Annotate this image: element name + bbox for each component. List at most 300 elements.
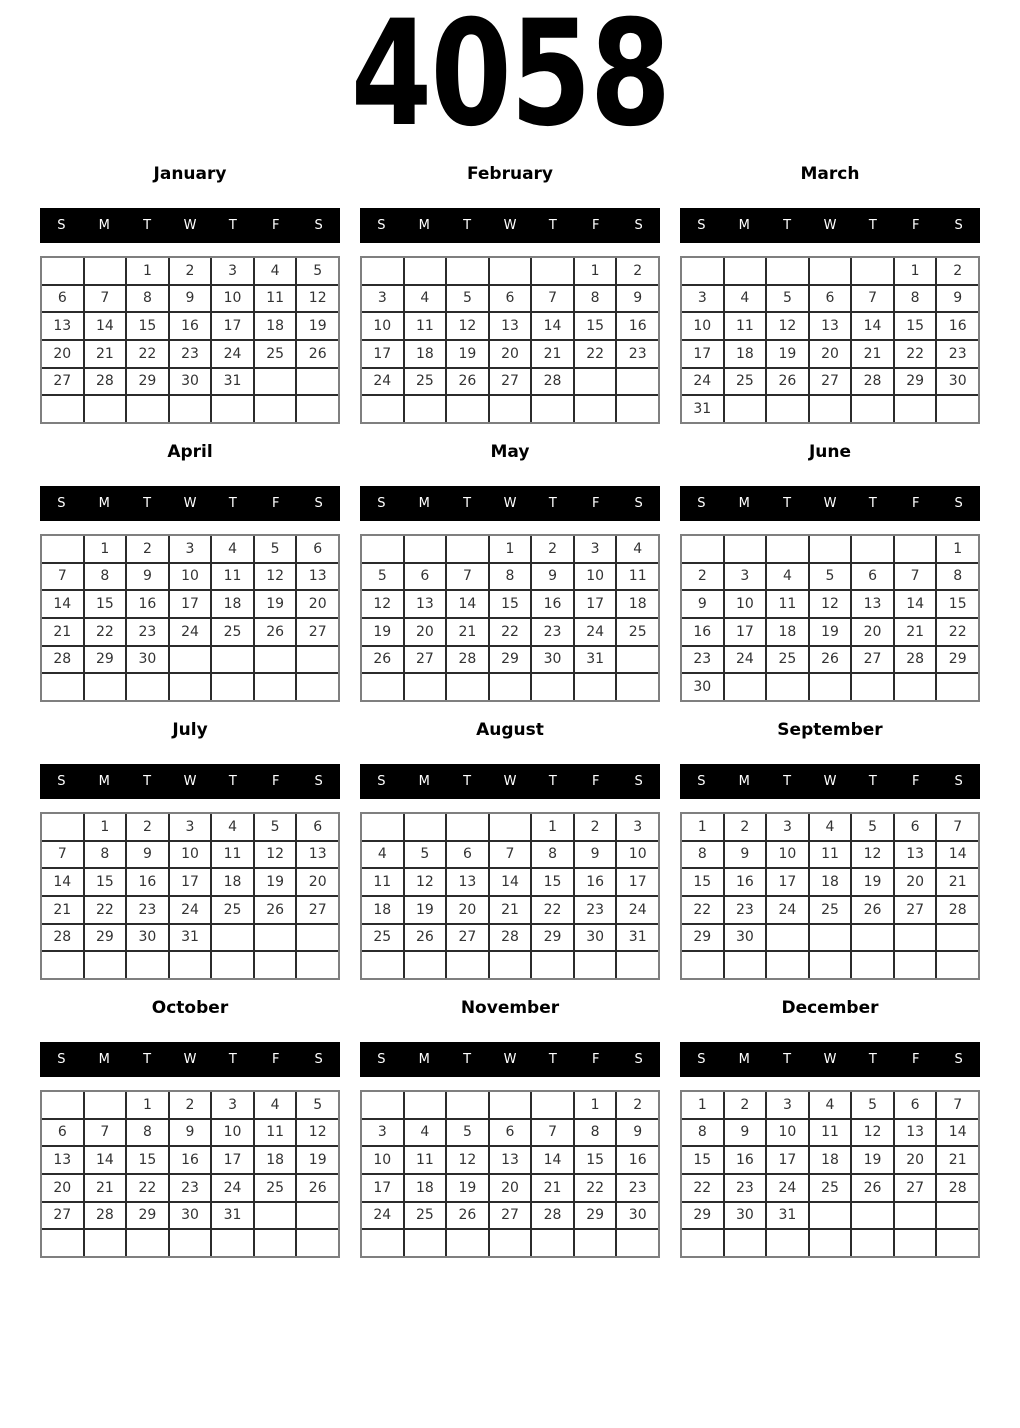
- month-day-grid: [40, 812, 340, 980]
- day-cell: 5: [852, 814, 893, 840]
- day-cell: 24: [212, 1175, 253, 1201]
- day-cell: 26: [852, 897, 893, 923]
- day-cell: 14: [42, 591, 83, 617]
- day-cell-empty: [447, 536, 488, 562]
- weekday-label: M: [738, 218, 750, 233]
- day-cell: 3: [575, 536, 616, 562]
- weekday-label: T: [463, 496, 472, 511]
- day-cell: 4: [405, 1120, 446, 1146]
- day-cell: 14: [852, 313, 893, 339]
- day-cell-empty: [255, 952, 296, 978]
- month-title: January: [153, 164, 227, 184]
- month-day-grid: [680, 812, 980, 980]
- day-cell: 2: [937, 258, 978, 284]
- day-cell-empty: [405, 536, 446, 562]
- day-cell: 13: [490, 1147, 531, 1173]
- day-cell: 8: [490, 564, 531, 590]
- day-cell-empty: [725, 1230, 766, 1256]
- day-cell: 16: [682, 619, 723, 645]
- day-cell-empty: [895, 396, 936, 422]
- day-cell: 31: [212, 1203, 253, 1229]
- day-cell: 16: [170, 1147, 211, 1173]
- day-cell: 3: [212, 258, 253, 284]
- day-cell: 24: [682, 369, 723, 395]
- day-cell: 13: [42, 1147, 83, 1173]
- day-cell: 25: [810, 1175, 851, 1201]
- day-cell: 21: [532, 341, 573, 367]
- day-cell: 3: [362, 1120, 403, 1146]
- weekday-label: S: [314, 774, 323, 789]
- weekday-header-bar: [40, 1042, 340, 1077]
- day-cell-empty: [767, 674, 808, 700]
- day-cell-empty: [725, 258, 766, 284]
- day-cell: 17: [170, 869, 211, 895]
- day-cell: 21: [937, 869, 978, 895]
- day-cell: 10: [767, 842, 808, 868]
- day-cell: 26: [297, 1175, 338, 1201]
- day-cell: 21: [895, 619, 936, 645]
- day-cell: 22: [127, 341, 168, 367]
- weekday-label: T: [143, 1052, 152, 1067]
- day-cell-empty: [725, 952, 766, 978]
- day-cell: 6: [447, 842, 488, 868]
- month-january: [40, 165, 340, 424]
- day-cell: 13: [297, 564, 338, 590]
- day-cell-empty: [405, 396, 446, 422]
- month-title: February: [466, 164, 554, 184]
- day-cell: 6: [895, 1092, 936, 1118]
- weekday-label: W: [183, 1052, 197, 1067]
- day-cell: 28: [937, 897, 978, 923]
- day-cell: 17: [575, 591, 616, 617]
- day-cell-empty: [617, 674, 658, 700]
- weekday-label: M: [418, 218, 430, 233]
- month-february: [360, 165, 660, 424]
- day-cell: 26: [447, 1203, 488, 1229]
- day-cell: 29: [127, 369, 168, 395]
- day-cell: 22: [85, 619, 126, 645]
- day-cell: 20: [42, 1175, 83, 1201]
- day-cell: 1: [937, 536, 978, 562]
- day-cell-empty: [532, 952, 573, 978]
- weekday-header-bar: [40, 486, 340, 521]
- day-cell: 4: [725, 286, 766, 312]
- day-cell-empty: [212, 396, 253, 422]
- weekday-label: S: [314, 1052, 323, 1067]
- day-cell: 6: [42, 286, 83, 312]
- day-cell: 12: [852, 1120, 893, 1146]
- day-cell-empty: [255, 674, 296, 700]
- day-cell: 19: [297, 1147, 338, 1173]
- weekday-label: M: [98, 218, 110, 233]
- day-cell-empty: [297, 647, 338, 673]
- year-title: [0, 0, 1020, 159]
- day-cell: 11: [810, 842, 851, 868]
- day-cell-empty: [725, 396, 766, 422]
- day-cell: 9: [127, 564, 168, 590]
- weekday-label: T: [228, 1052, 237, 1067]
- weekday-label: T: [868, 218, 877, 233]
- day-cell: 29: [682, 925, 723, 951]
- day-cell: 5: [297, 258, 338, 284]
- month-title: May: [490, 442, 530, 462]
- day-cell-empty: [255, 925, 296, 951]
- day-cell-empty: [170, 674, 211, 700]
- day-cell: 20: [297, 869, 338, 895]
- weekday-label: S: [314, 218, 323, 233]
- weekday-label: F: [271, 1052, 280, 1067]
- day-cell: 22: [490, 619, 531, 645]
- day-cell: 3: [212, 1092, 253, 1118]
- day-cell: 24: [212, 341, 253, 367]
- month-september: [680, 721, 980, 980]
- day-cell: 8: [85, 842, 126, 868]
- day-cell: 2: [170, 1092, 211, 1118]
- day-cell-empty: [447, 952, 488, 978]
- day-cell-empty: [895, 925, 936, 951]
- day-cell: 23: [575, 897, 616, 923]
- day-cell: 11: [212, 842, 253, 868]
- day-cell: 16: [170, 313, 211, 339]
- day-cell: 12: [297, 286, 338, 312]
- weekday-label: T: [548, 774, 557, 789]
- day-cell: 22: [682, 897, 723, 923]
- day-cell: 1: [85, 536, 126, 562]
- day-cell-empty: [575, 674, 616, 700]
- day-cell: 24: [170, 619, 211, 645]
- day-cell-empty: [255, 396, 296, 422]
- day-cell: 11: [405, 313, 446, 339]
- day-cell-empty: [362, 536, 403, 562]
- day-cell: 4: [617, 536, 658, 562]
- day-cell-empty: [127, 952, 168, 978]
- month-august: [360, 721, 660, 980]
- day-cell-empty: [170, 952, 211, 978]
- day-cell-empty: [170, 1230, 211, 1256]
- day-cell-empty: [297, 1230, 338, 1256]
- month-march: [680, 165, 980, 424]
- day-cell: 5: [255, 814, 296, 840]
- day-cell: 28: [532, 1203, 573, 1229]
- day-cell-empty: [937, 1230, 978, 1256]
- weekday-label: M: [98, 774, 110, 789]
- day-cell-empty: [532, 258, 573, 284]
- day-cell: 22: [575, 341, 616, 367]
- day-cell: 18: [212, 869, 253, 895]
- day-cell: 21: [42, 619, 83, 645]
- day-cell: 28: [532, 369, 573, 395]
- day-cell: 6: [297, 814, 338, 840]
- day-cell-empty: [767, 536, 808, 562]
- day-cell: 25: [212, 897, 253, 923]
- day-cell: 16: [725, 869, 766, 895]
- day-cell: 25: [405, 369, 446, 395]
- day-cell: 20: [447, 897, 488, 923]
- day-cell: 5: [852, 1092, 893, 1118]
- day-cell: 28: [42, 647, 83, 673]
- day-cell: 10: [212, 1120, 253, 1146]
- day-cell: 8: [85, 564, 126, 590]
- day-cell: 18: [405, 1175, 446, 1201]
- weekday-label: F: [911, 1052, 920, 1067]
- day-cell-empty: [255, 1230, 296, 1256]
- day-cell: 26: [767, 369, 808, 395]
- day-cell: 2: [617, 1092, 658, 1118]
- month-day-grid: [680, 534, 980, 702]
- day-cell-empty: [575, 396, 616, 422]
- day-cell: 29: [895, 369, 936, 395]
- day-cell-empty: [852, 925, 893, 951]
- day-cell: 3: [767, 814, 808, 840]
- day-cell: 19: [447, 1175, 488, 1201]
- day-cell-empty: [405, 674, 446, 700]
- day-cell-empty: [362, 1092, 403, 1118]
- day-cell: 24: [725, 647, 766, 673]
- day-cell-empty: [42, 814, 83, 840]
- day-cell: 22: [937, 619, 978, 645]
- day-cell: 18: [212, 591, 253, 617]
- day-cell-empty: [85, 952, 126, 978]
- day-cell: 19: [297, 313, 338, 339]
- weekday-header-bar: [360, 1042, 660, 1077]
- day-cell-empty: [85, 1230, 126, 1256]
- day-cell-empty: [810, 925, 851, 951]
- day-cell: 27: [297, 897, 338, 923]
- month-title: March: [800, 164, 860, 184]
- month-day-grid: [360, 812, 660, 980]
- day-cell: 3: [170, 536, 211, 562]
- weekday-label: S: [314, 496, 323, 511]
- day-cell: 29: [682, 1203, 723, 1229]
- day-cell: 20: [895, 1147, 936, 1173]
- day-cell: 5: [447, 1120, 488, 1146]
- day-cell-empty: [617, 396, 658, 422]
- day-cell: 12: [810, 591, 851, 617]
- day-cell: 21: [490, 897, 531, 923]
- day-cell: 25: [617, 619, 658, 645]
- month-day-grid: [680, 1090, 980, 1258]
- weekday-label: S: [954, 218, 963, 233]
- day-cell-empty: [405, 952, 446, 978]
- day-cell: 27: [490, 1203, 531, 1229]
- day-cell: 9: [127, 842, 168, 868]
- day-cell-empty: [362, 1230, 403, 1256]
- day-cell: 29: [532, 925, 573, 951]
- weekday-label: F: [591, 218, 600, 233]
- day-cell: 25: [405, 1203, 446, 1229]
- day-cell: 14: [937, 842, 978, 868]
- day-cell: 27: [490, 369, 531, 395]
- day-cell: 14: [85, 1147, 126, 1173]
- day-cell: 18: [810, 869, 851, 895]
- weekday-label: S: [57, 218, 66, 233]
- day-cell: 8: [937, 564, 978, 590]
- weekday-label: S: [954, 496, 963, 511]
- day-cell-empty: [810, 396, 851, 422]
- day-cell: 17: [362, 341, 403, 367]
- day-cell-empty: [212, 674, 253, 700]
- weekday-header-bar: [360, 208, 660, 243]
- day-cell: 23: [127, 619, 168, 645]
- month-day-grid: [360, 1090, 660, 1258]
- day-cell: 1: [532, 814, 573, 840]
- day-cell-empty: [682, 952, 723, 978]
- day-cell-empty: [297, 674, 338, 700]
- month-day-grid: [40, 1090, 340, 1258]
- day-cell-empty: [362, 814, 403, 840]
- day-cell: 14: [447, 591, 488, 617]
- day-cell-empty: [810, 674, 851, 700]
- day-cell: 12: [447, 1147, 488, 1173]
- day-cell: 16: [127, 869, 168, 895]
- weekday-label: T: [463, 1052, 472, 1067]
- day-cell: 7: [42, 564, 83, 590]
- day-cell: 8: [682, 842, 723, 868]
- day-cell: 13: [852, 591, 893, 617]
- day-cell: 26: [297, 341, 338, 367]
- day-cell: 14: [532, 313, 573, 339]
- day-cell: 20: [297, 591, 338, 617]
- weekday-label: T: [783, 1052, 792, 1067]
- day-cell: 15: [937, 591, 978, 617]
- weekday-label: S: [57, 1052, 66, 1067]
- day-cell: 15: [532, 869, 573, 895]
- day-cell: 31: [212, 369, 253, 395]
- day-cell: 5: [362, 564, 403, 590]
- day-cell: 20: [42, 341, 83, 367]
- weekday-label: S: [697, 1052, 706, 1067]
- day-cell: 8: [575, 1120, 616, 1146]
- day-cell: 22: [85, 897, 126, 923]
- day-cell: 1: [575, 1092, 616, 1118]
- day-cell: 15: [85, 869, 126, 895]
- day-cell-empty: [212, 952, 253, 978]
- day-cell-empty: [725, 536, 766, 562]
- day-cell: 23: [682, 647, 723, 673]
- day-cell: 10: [575, 564, 616, 590]
- day-cell: 15: [682, 869, 723, 895]
- day-cell: 8: [575, 286, 616, 312]
- weekday-label: S: [377, 774, 386, 789]
- day-cell: 9: [725, 1120, 766, 1146]
- day-cell-empty: [767, 952, 808, 978]
- day-cell: 10: [362, 1147, 403, 1173]
- day-cell: 30: [617, 1203, 658, 1229]
- weekday-label: T: [548, 218, 557, 233]
- day-cell: 17: [725, 619, 766, 645]
- day-cell: 30: [725, 925, 766, 951]
- month-day-grid: [360, 534, 660, 702]
- month-title: April: [167, 442, 213, 462]
- day-cell: 13: [447, 869, 488, 895]
- day-cell: 6: [810, 286, 851, 312]
- day-cell-empty: [767, 925, 808, 951]
- month-november: [360, 999, 660, 1258]
- month-june: [680, 443, 980, 702]
- day-cell: 9: [170, 286, 211, 312]
- weekday-label: T: [868, 774, 877, 789]
- day-cell: 4: [255, 258, 296, 284]
- day-cell: 30: [725, 1203, 766, 1229]
- day-cell: 11: [255, 286, 296, 312]
- weekday-label: F: [271, 218, 280, 233]
- day-cell: 12: [405, 869, 446, 895]
- month-title: October: [151, 998, 229, 1018]
- day-cell-empty: [447, 396, 488, 422]
- day-cell: 25: [767, 647, 808, 673]
- day-cell: 16: [937, 313, 978, 339]
- day-cell: 16: [725, 1147, 766, 1173]
- day-cell: 23: [617, 341, 658, 367]
- day-cell: 14: [937, 1120, 978, 1146]
- weekday-header-bar: [680, 208, 980, 243]
- day-cell: 13: [895, 842, 936, 868]
- day-cell: 7: [490, 842, 531, 868]
- day-cell: 18: [255, 313, 296, 339]
- day-cell-empty: [895, 1230, 936, 1256]
- day-cell: 26: [447, 369, 488, 395]
- day-cell: 16: [617, 1147, 658, 1173]
- day-cell: 30: [170, 1203, 211, 1229]
- day-cell: 19: [810, 619, 851, 645]
- weekday-label: M: [738, 496, 750, 511]
- day-cell: 15: [682, 1147, 723, 1173]
- day-cell: 2: [127, 536, 168, 562]
- day-cell: 30: [937, 369, 978, 395]
- day-cell: 7: [852, 286, 893, 312]
- weekday-label: S: [697, 774, 706, 789]
- day-cell: 26: [405, 925, 446, 951]
- day-cell: 21: [42, 897, 83, 923]
- day-cell-empty: [937, 1203, 978, 1229]
- day-cell-empty: [362, 258, 403, 284]
- day-cell: 25: [255, 341, 296, 367]
- day-cell-empty: [617, 1230, 658, 1256]
- day-cell: 1: [127, 258, 168, 284]
- day-cell: 27: [895, 1175, 936, 1201]
- day-cell: 18: [810, 1147, 851, 1173]
- day-cell-empty: [532, 674, 573, 700]
- day-cell: 13: [42, 313, 83, 339]
- day-cell: 24: [575, 619, 616, 645]
- day-cell: 20: [810, 341, 851, 367]
- day-cell: 24: [767, 1175, 808, 1201]
- day-cell-empty: [575, 952, 616, 978]
- day-cell: 27: [297, 619, 338, 645]
- day-cell-empty: [85, 1092, 126, 1118]
- day-cell: 13: [895, 1120, 936, 1146]
- day-cell: 6: [42, 1120, 83, 1146]
- day-cell: 29: [85, 925, 126, 951]
- day-cell: 27: [42, 1203, 83, 1229]
- month-title: December: [781, 998, 879, 1018]
- weekday-label: S: [377, 1052, 386, 1067]
- day-cell-empty: [42, 536, 83, 562]
- day-cell: 1: [682, 814, 723, 840]
- day-cell: 2: [725, 1092, 766, 1118]
- day-cell-empty: [725, 674, 766, 700]
- day-cell: 4: [212, 536, 253, 562]
- day-cell: 5: [255, 536, 296, 562]
- day-cell-empty: [532, 1230, 573, 1256]
- day-cell: 18: [725, 341, 766, 367]
- weekday-label: F: [591, 496, 600, 511]
- day-cell: 28: [42, 925, 83, 951]
- day-cell: 3: [725, 564, 766, 590]
- year-text: 4058: [350, 0, 670, 159]
- day-cell-empty: [405, 1092, 446, 1118]
- day-cell: 7: [937, 1092, 978, 1118]
